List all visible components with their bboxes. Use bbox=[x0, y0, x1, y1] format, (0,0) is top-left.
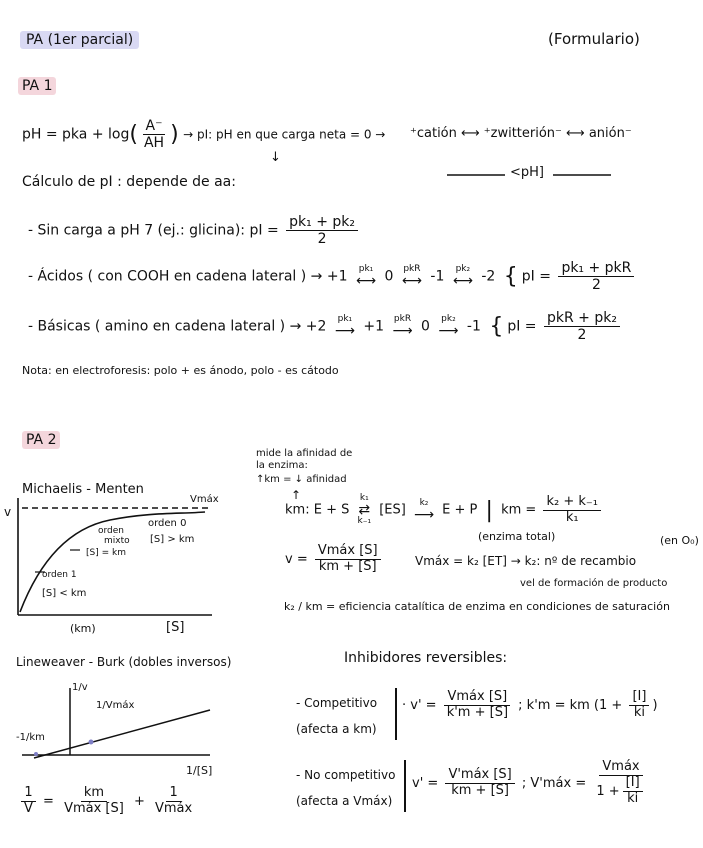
acidos-charge: 0 bbox=[384, 268, 394, 285]
lb-y-label: 1/v bbox=[72, 682, 88, 693]
lb-frac-right bbox=[152, 786, 195, 817]
acidos-label: - Ácidos ( con COOH en cadena lateral ) → bbox=[28, 268, 323, 285]
basicas-fraction bbox=[544, 310, 620, 343]
mm-orden0-b: [S] > km bbox=[150, 534, 195, 545]
pa2-heading bbox=[22, 432, 60, 448]
mm-v-axis: v bbox=[4, 505, 12, 519]
sin-carga-label: - Sin carga a pH 7 (ej.: glicina): bbox=[28, 222, 246, 239]
ph-frac-den: AH bbox=[143, 135, 165, 152]
mm-title: Michaelis - Menten bbox=[22, 482, 144, 497]
ph-frac-num: A⁻ bbox=[143, 118, 166, 135]
competitivo-den: k'm + [S] bbox=[446, 704, 509, 720]
basicas-row: - Básicas ( amino en cadena lateral ) → +2 pk₁ ⟶ +1 pkR ⟶ 0 pk₂ ⟶ -1 { pI = $\frac{\text{pkR + pk₂}}{2}$ bbox=[28, 310, 623, 343]
basicas-num: pkR + pk₂ bbox=[544, 310, 620, 327]
pa2-heading-text: PA 2 bbox=[22, 431, 60, 449]
basicas-arrow: pkR ⟶ bbox=[392, 314, 413, 340]
lb-frac-right-num: 1 bbox=[166, 786, 180, 802]
km-equilibrium-arrow: k₁ ⇄ k₋₁ bbox=[357, 493, 372, 526]
nocompetitivo-fraction bbox=[445, 768, 514, 799]
acidos-charge: -1 bbox=[430, 268, 445, 285]
nocompetitivo-den: km + [S] bbox=[451, 782, 509, 798]
pi-definition: → pI: pH en que carga neta = 0 → bbox=[183, 127, 386, 142]
acidos-pk-label: pkR bbox=[403, 264, 421, 275]
nocompetitivo-vmax-den bbox=[593, 776, 648, 807]
enzima-total-note: (enzima total) bbox=[478, 530, 556, 543]
v-fraction bbox=[315, 544, 381, 575]
basicas-charge: +2 bbox=[305, 318, 327, 335]
species-chain: ⁺catión ⟷ ⁺zwitterión⁻ ⟷ anión⁻ bbox=[410, 126, 632, 141]
nota-electroforesis: Nota: en electroforesis: polo + es ánodo, polo - es cátodo bbox=[22, 364, 339, 377]
sin-carga-fraction bbox=[286, 214, 358, 247]
basicas-label: - Básicas ( amino en cadena lateral ) → bbox=[28, 318, 302, 335]
formulario-label: (Formulario) bbox=[548, 30, 640, 48]
pa1-heading bbox=[18, 78, 56, 94]
mm-s-label: [S] bbox=[166, 620, 185, 635]
vmax-equation: Vmáx = k₂ [ET] → k₂: nº de recambio bbox=[415, 554, 637, 568]
acidos-arrow: pk₁ ⟷ bbox=[355, 264, 377, 290]
mm-km-label: (km) bbox=[70, 622, 96, 635]
title-highlight: PA (1er parcial) bbox=[20, 31, 139, 49]
afinidad-2: la enzima: bbox=[256, 460, 308, 471]
basicas-pk-label: pk₁ bbox=[337, 314, 353, 325]
basicas-pk-label: pk₂ bbox=[441, 314, 456, 325]
acidos-num: pk₁ + pkR bbox=[558, 260, 634, 277]
nocompetitivo-bar bbox=[404, 760, 406, 812]
acidos-charge: +1 bbox=[326, 268, 348, 285]
competitivo-close: ) bbox=[652, 697, 658, 713]
basicas-charge: -1 bbox=[466, 318, 481, 335]
mm-orden0-a: orden 0 bbox=[148, 518, 187, 529]
sin-carga-pi-label: pI = bbox=[249, 222, 279, 239]
acidos-charge: -2 bbox=[481, 268, 496, 285]
basicas-pi-label: pI = bbox=[507, 318, 537, 335]
lb-frac-right-den: Vmáx bbox=[155, 800, 193, 816]
v-num: Vmáx [S] bbox=[315, 544, 381, 560]
eficiencia-catalitica: k₂ / km = eficiencia catalítica de enzima en condiciones de saturación bbox=[284, 600, 670, 613]
basicas-charge: +1 bbox=[363, 318, 385, 335]
competitivo-km-expr: ; k'm = km (1 + bbox=[518, 697, 623, 713]
lb-frac-mid bbox=[61, 786, 127, 817]
lb-frac-left bbox=[21, 786, 36, 817]
competitivo-ki-den: ki bbox=[633, 704, 646, 720]
acidos-pi-label: pI = bbox=[521, 268, 551, 285]
mm-orden1-a: orden 1 bbox=[42, 570, 77, 580]
v-equation bbox=[285, 544, 384, 575]
competitivo-bar bbox=[395, 688, 397, 740]
acidos-arrow: pk₂ ⟷ bbox=[452, 264, 473, 290]
inhibidores-title: Inhibidores reversibles: bbox=[344, 650, 508, 666]
nocompetitivo-vmax-den-prefix: 1 + bbox=[596, 783, 620, 799]
nocompetitivo-effect: (afecta a Vmáx) bbox=[296, 794, 393, 808]
km-fraction bbox=[543, 495, 601, 526]
km-km1: k₋₁ bbox=[357, 516, 372, 526]
competitivo-effect: (afecta a km) bbox=[296, 722, 377, 736]
acidos-pk-label: pk₂ bbox=[455, 264, 471, 275]
lb-title: Lineweaver - Burk (dobles inversos) bbox=[16, 655, 232, 669]
mm-mixto-c: [S] = km bbox=[86, 548, 126, 558]
nocompetitivo-label: - No competitivo bbox=[296, 768, 396, 782]
nocompetitivo-ki-fraction bbox=[623, 776, 643, 807]
vel-formacion-note: vel de formación de producto bbox=[520, 578, 668, 589]
v-label: v = bbox=[285, 551, 308, 567]
acidos-arrow: pkR ⟷ bbox=[401, 264, 422, 290]
km-forward-arrow: k₂ ⟶ bbox=[413, 497, 435, 523]
competitivo-v-label: · v' = bbox=[402, 697, 437, 713]
basicas-arrow: pk₂ ⟶ bbox=[438, 314, 459, 340]
competitivo-fraction bbox=[444, 690, 511, 721]
lb-frac-mid-num: km bbox=[81, 786, 107, 802]
nocompetitivo-ki-num: [I] bbox=[623, 776, 643, 792]
page-title bbox=[20, 32, 139, 48]
afinidad-1: mide la afinidad de bbox=[256, 448, 353, 459]
km-num: k₂ + k₋₁ bbox=[543, 495, 601, 511]
competitivo-label: - Competitivo bbox=[296, 696, 378, 710]
nocompetitivo-vmax-fraction bbox=[593, 760, 648, 807]
nocompetitivo-vmax-label: ; V'máx = bbox=[521, 775, 587, 791]
mm-mixto-b: mixto bbox=[104, 536, 130, 546]
competitivo-num: Vmáx [S] bbox=[444, 690, 510, 706]
lb-frac-left-den: V bbox=[24, 800, 33, 816]
mm-orden1-b: [S] < km bbox=[42, 588, 87, 599]
basicas-charge: 0 bbox=[421, 318, 430, 335]
afinidad-3: ↑km = ↓ afinidad bbox=[256, 474, 347, 485]
lb-intercept: 1/Vmáx bbox=[96, 700, 135, 711]
acidos-fraction bbox=[558, 260, 634, 293]
km-es-complex: [ES] bbox=[379, 502, 406, 518]
competitivo-ki-fraction bbox=[629, 690, 649, 721]
nocompetitivo-num: V'máx [S] bbox=[445, 768, 514, 784]
competitivo-ki-num: [I] bbox=[629, 690, 649, 706]
mm-graph bbox=[0, 490, 240, 640]
lb-frac-mid-den: Vmáx [S] bbox=[64, 800, 124, 816]
acidos-row: - Ácidos ( con COOH en cadena lateral ) → +1 pk₁ ⟷ 0 pkR ⟷ -1 pk₂ ⟷ -2 { pI = $\frac{\text{pk₁ + pkR}}{2}$ bbox=[28, 260, 637, 293]
acidos-pk-label: pk₁ bbox=[358, 264, 374, 275]
lb-frac-left-num: 1 bbox=[21, 786, 35, 802]
ph-axis-label: <pH] bbox=[510, 165, 544, 180]
mm-vmax: Vmáx bbox=[190, 494, 219, 505]
km-products: E + P bbox=[442, 502, 478, 518]
ph-fraction bbox=[141, 118, 167, 151]
up-arrow: ↑ bbox=[291, 488, 302, 502]
v-den: km + [S] bbox=[318, 558, 377, 574]
km-k1: k₁ bbox=[359, 493, 369, 503]
km-eq-label: km = bbox=[501, 502, 537, 518]
nocompetitivo-ki-den: ki bbox=[627, 790, 639, 806]
down-arrow: ↓ bbox=[270, 150, 281, 165]
lb-x-label: 1/[S] bbox=[186, 764, 213, 777]
basicas-arrow: pk₁ ⟶ bbox=[334, 314, 355, 340]
km-den: k₁ bbox=[565, 509, 579, 525]
ph-formula-prefix: pH = pka + log bbox=[22, 126, 130, 143]
km-row: km: E + S k₁ ⇄ k₋₁ [ES] k₂ ⟶ E + P | km = $\frac{\text{k₂ + k₋₁}}{\text{k₁}}$ bbox=[285, 494, 604, 526]
km-label: km: bbox=[285, 502, 310, 518]
km-reactants: E + S bbox=[313, 502, 350, 518]
nocompetitivo-vmax-num: Vmáx bbox=[599, 760, 642, 776]
calc-pi-title: Cálculo de pI : depende de aa: bbox=[22, 174, 236, 190]
sin-carga-den: 2 bbox=[317, 231, 327, 248]
basicas-den: 2 bbox=[577, 327, 587, 344]
acidos-den: 2 bbox=[591, 277, 601, 294]
basicas-pk-label: pkR bbox=[393, 314, 412, 325]
ph-formula: pH = pka + log( $\frac{A^-}{AH}$ ) → pI: pH en que carga neta = 0 → bbox=[22, 118, 386, 152]
pa1-heading-text: PA 1 bbox=[18, 77, 56, 95]
km-k2: k₂ bbox=[419, 497, 429, 508]
nocompetitivo-equation bbox=[412, 760, 652, 807]
nocompetitivo-v-label: v' = bbox=[412, 775, 439, 791]
sin-carga-num: pk₁ + pk₂ bbox=[286, 214, 358, 231]
sin-carga-row bbox=[28, 214, 361, 247]
mm-mixto-a: orden bbox=[98, 526, 125, 536]
competitivo-equation bbox=[402, 690, 658, 721]
en-o0: (en O₀) bbox=[660, 534, 699, 547]
lb-neg-intercept: -1/km bbox=[16, 732, 45, 743]
lb-equation: $\frac{1}{V}$ = $\frac{km}{\text{Vmáx [S]}}$ + $\frac{1}{\text{Vmáx}}$ bbox=[18, 786, 198, 817]
